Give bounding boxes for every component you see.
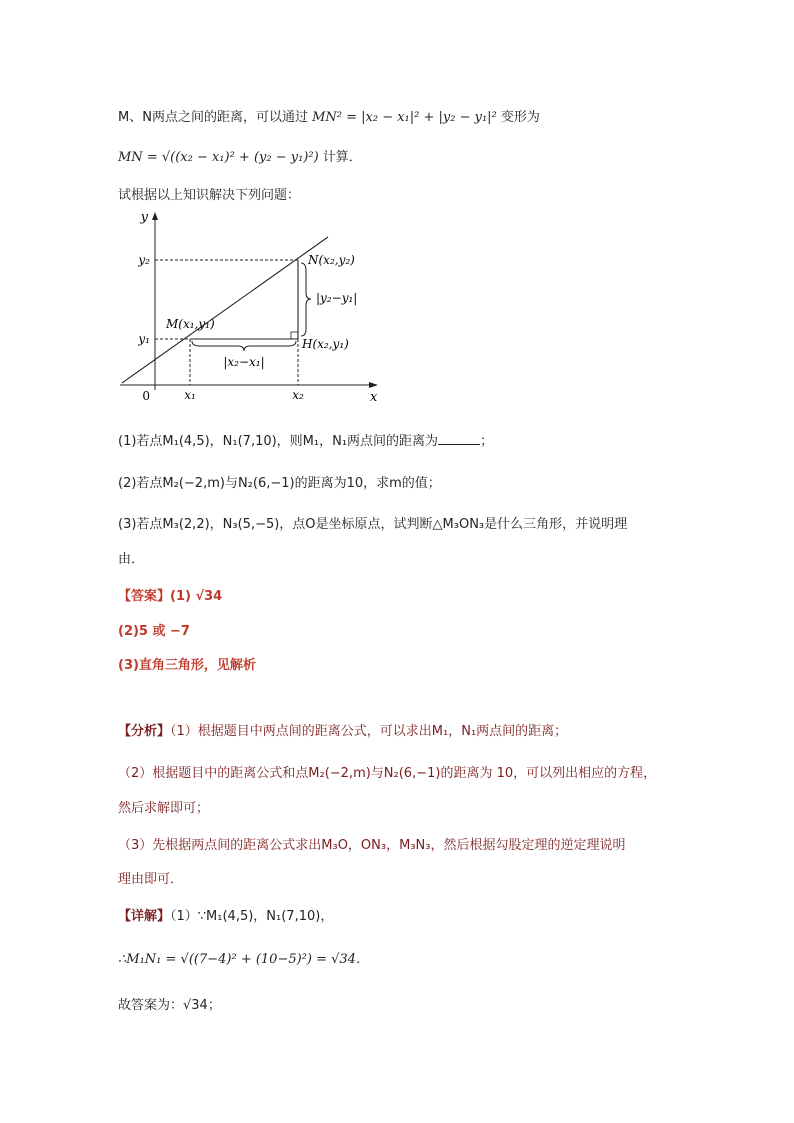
origin-label: 0 (142, 389, 150, 403)
analysis-line-1 (118, 722, 567, 742)
x1-label: x₁ (184, 388, 196, 402)
coordinate-figure (110, 205, 390, 405)
y2-label: y₂ (138, 253, 150, 267)
horizontal-brace (192, 341, 296, 351)
intro-text: M、N两点之间的距离，可以通过 (118, 110, 308, 125)
analysis-point-3-line-1: （3）先根据两点间的距离公式求出M₃O，ON₃，M₃N₃，然后根据勾股定理的逆定理说明 (118, 838, 626, 853)
detail-label: 【详解】 (118, 909, 171, 924)
x2-label: x₂ (292, 388, 304, 402)
question-1 (118, 432, 493, 452)
detail-step-2: ∴M₁N₁ = √((7−4)² + (10−5)²) = √34． (118, 952, 369, 967)
answer-3: (3)直角三角形，见解析 (118, 658, 256, 673)
analysis-label: 【分析】 (118, 724, 171, 739)
answer-2: (2)5 或 −7 (118, 624, 190, 639)
y-axis-label: y (140, 210, 148, 225)
y-axis-arrow (152, 212, 158, 220)
question-3-line-2: 由． (118, 552, 145, 567)
answer-label: 【答案】 (118, 589, 171, 604)
right-angle-mark (291, 332, 298, 339)
point-m-label: M(x₁,y₁) (166, 317, 215, 331)
horizontal-brace-label: |x₂−x₁| (223, 355, 265, 369)
x-axis-label: x (370, 390, 378, 405)
point-h-label: H(x₂,y₁) (302, 337, 349, 351)
intro-line-1 (118, 108, 540, 128)
detail-conclusion: 故答案为：√34； (118, 998, 221, 1013)
analysis-point-2-line-1: （2）根据题目中的距离公式和点M₂(−2,m)与N₂(6,−1)的距离为 10，可以列出相应的方程， (118, 766, 657, 781)
x-axis-arrow (369, 382, 378, 388)
question-1-end: ； (480, 434, 494, 449)
y1-label: y₁ (138, 332, 150, 346)
intro-line-2 (118, 148, 362, 168)
intro-suffix-2: 计算． (322, 150, 362, 165)
answer-line-1 (118, 587, 222, 607)
question-3-line-1: (3)若点M₃(2,2)，N₃(5,−5)，点O是坐标原点，试判断△M₃ON₃是什么三角形，并说明理 (118, 517, 628, 532)
vertical-brace (301, 263, 311, 336)
answer-1: (1) √34 (170, 589, 223, 604)
analysis-point-3-line-2: 理由即可． (118, 872, 184, 887)
question-2: (2)若点M₂(−2,m)与N₂(6,−1)的距离为10，求m的值； (118, 476, 441, 491)
analysis-point-2-line-2: 然后求解即可； (118, 801, 210, 816)
distance-formula-squared: MN² = |x₂ − x₁|² + |y₂ − y₁|² (312, 110, 497, 125)
detail-line-1 (118, 907, 333, 927)
analysis-point-1: （1）根据题目中两点间的距离公式，可以求出M₁，N₁两点间的距离； (170, 724, 568, 739)
vertical-brace-label: |y₂−y₁| (316, 291, 358, 305)
point-n-label: N(x₂,y₂) (308, 253, 355, 267)
detail-step-1: （1）∵M₁(4,5)，N₁(7,10)， (170, 909, 334, 924)
distance-formula: MN = √((x₂ − x₁)² + (y₂ − y₁)²) (118, 150, 319, 165)
answer-blank (438, 432, 480, 445)
question-1-text: (1)若点M₁(4,5)，N₁(7,10)，则M₁，N₁两点间的距离为 (118, 434, 439, 449)
intro-line-3: 试根据以上知识解决下列问题： (118, 188, 301, 203)
intro-suffix: 变形为 (500, 110, 540, 125)
